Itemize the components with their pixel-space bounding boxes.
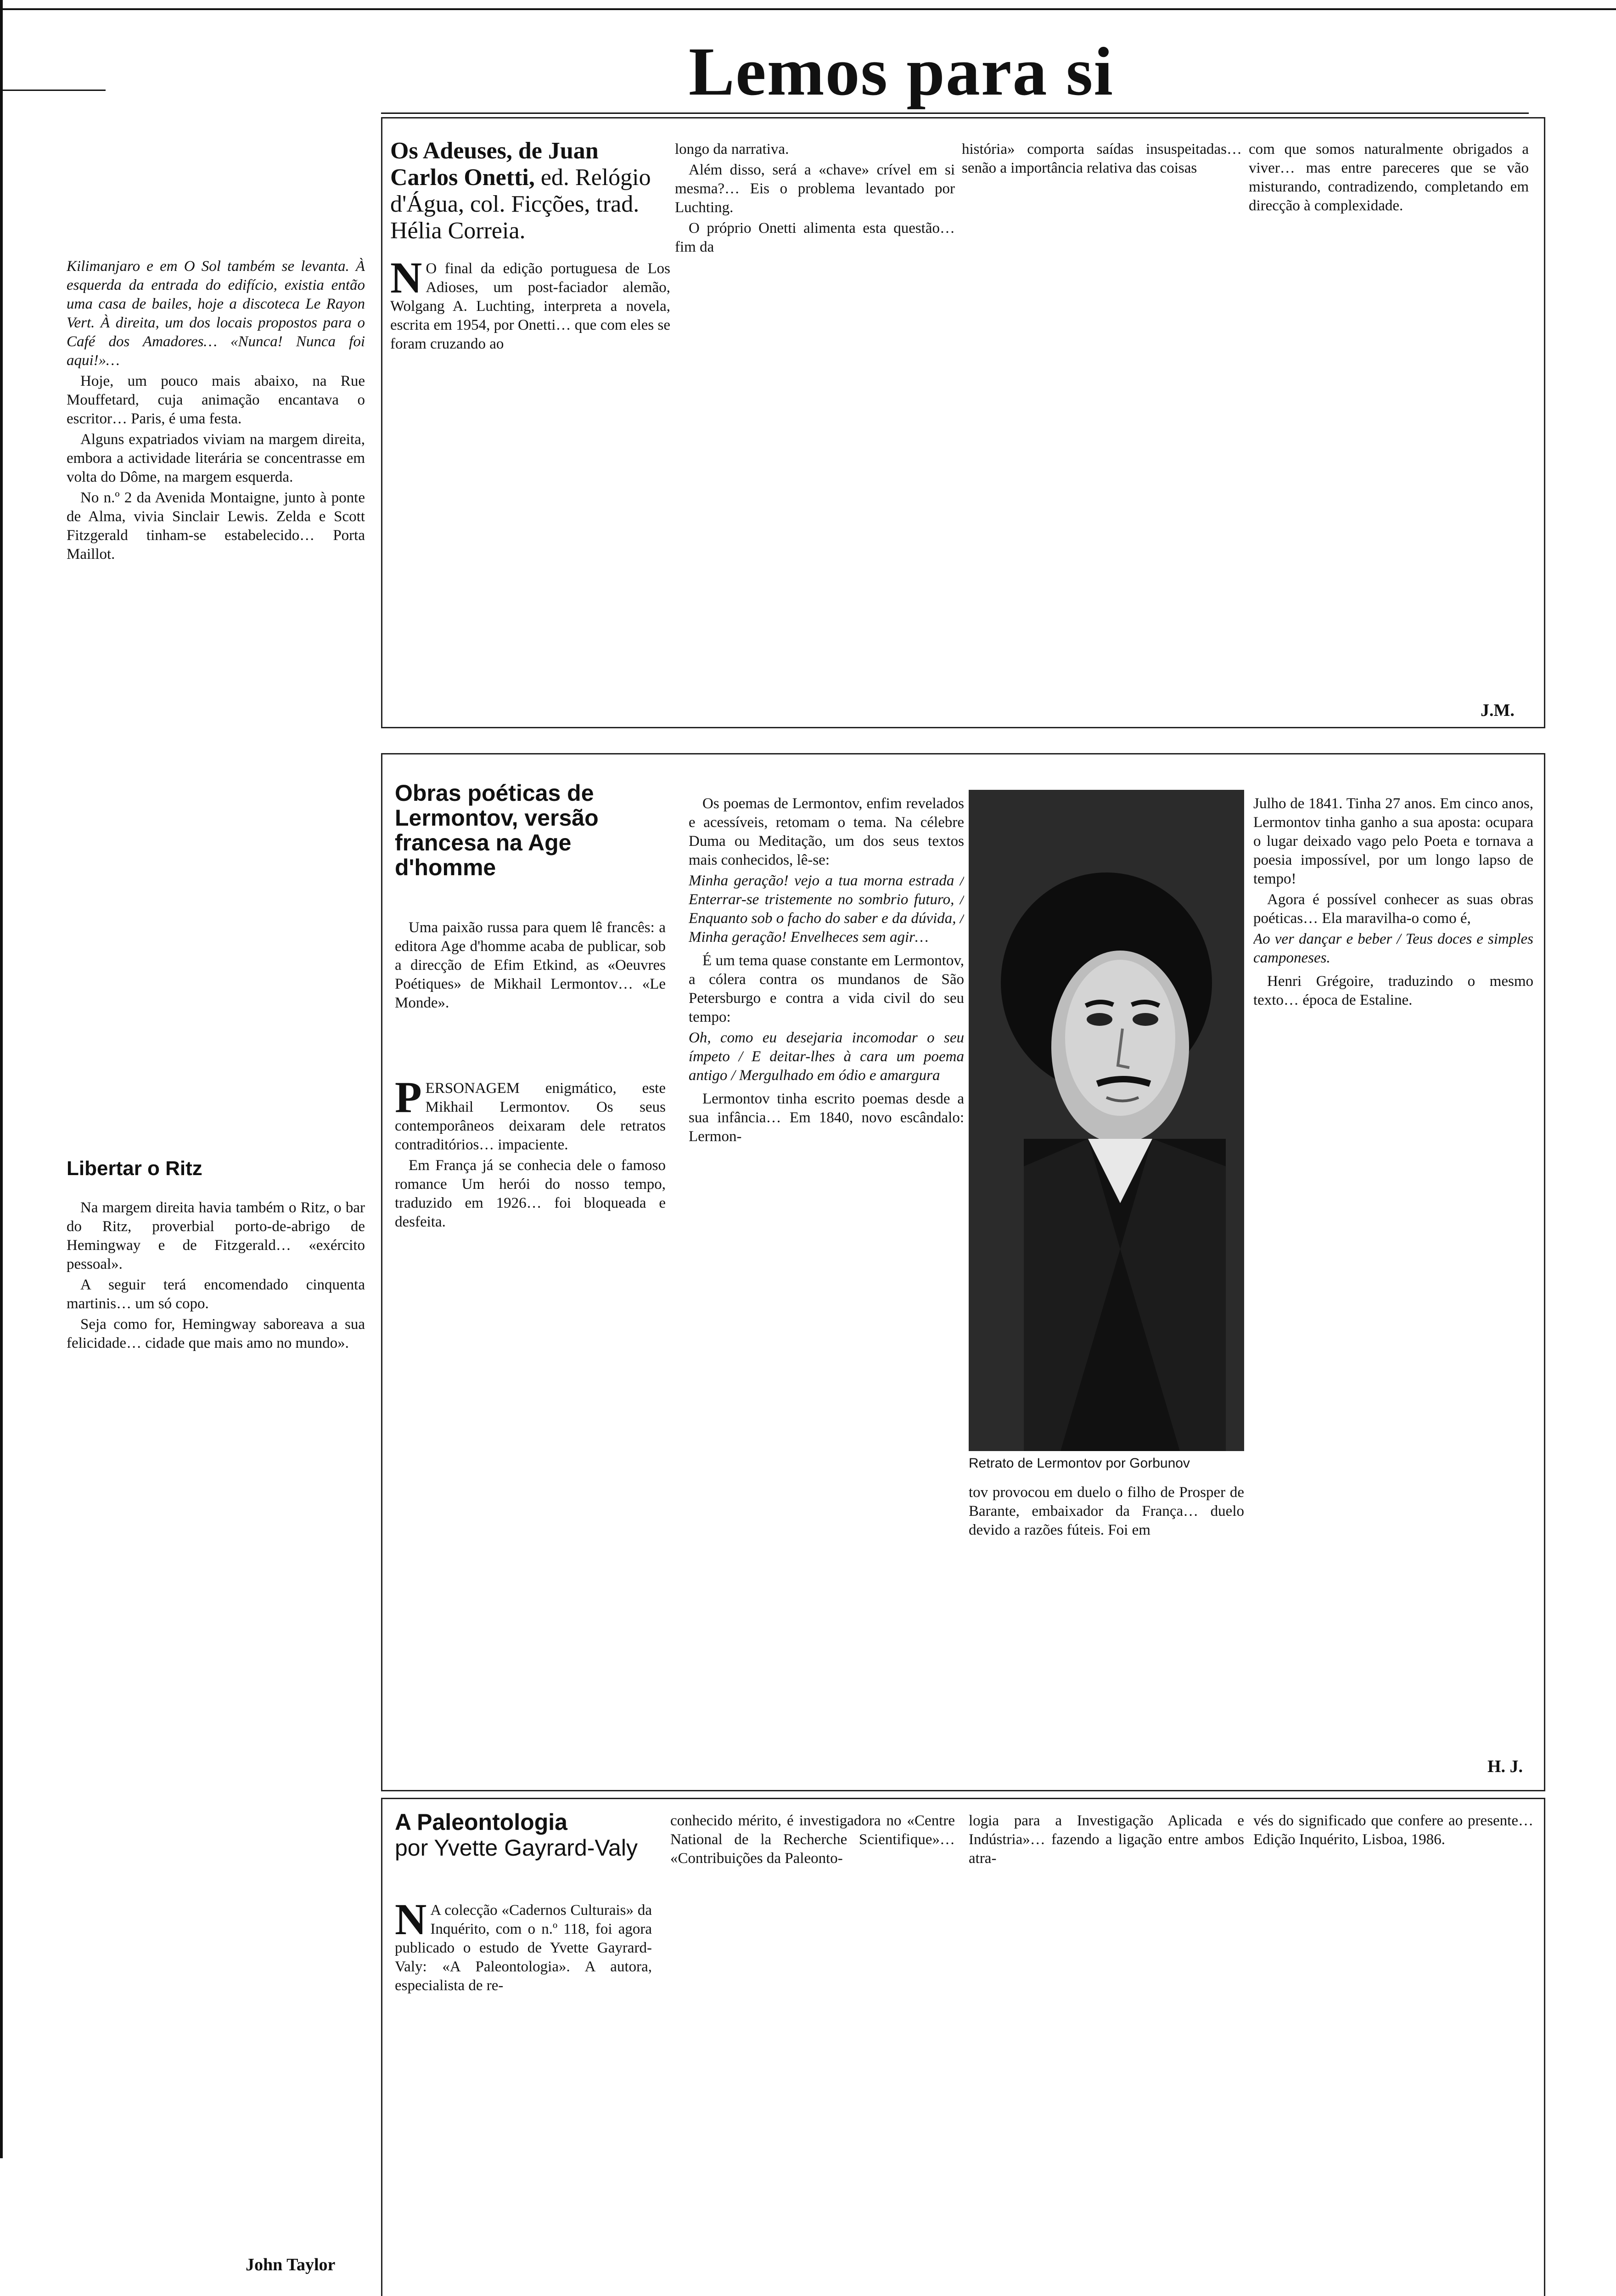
left-column-body: [67, 257, 365, 1150]
article3-col1: [395, 1901, 652, 2296]
article3-col3: [969, 1812, 1244, 2296]
left-paragraph: Hoje, um pouco mais abaixo, na Rue Mouffetard, cuja animação encantava o escritor… Paris, é uma festa.: [67, 373, 365, 427]
article2-paragraph: É um tema quase constante em Lermontov, a cólera contra os mundanos de São Petersburgo e contra a vida civil do seu tempo:: [689, 952, 964, 1025]
article2-poem: Ao ver dançar e beber / Teus doces e simples camponeses.: [1253, 931, 1533, 966]
article1-col1: [390, 259, 670, 714]
scan-edge-top: [0, 8, 1616, 10]
left-signature: John Taylor: [246, 2255, 336, 2274]
article2-paragraph: Julho de 1841. Tinha 27 anos. Em cinco anos, Lermontov tinha ganho a sua aposta: ocupara o lugar deixado vago pelo Poeta e tornava a poesia impossível, por um longo lapso de tempo!: [1253, 795, 1533, 887]
scan-edge-left: [0, 0, 3, 2158]
article1-paragraph: história» comporta saídas insuspeitadas… senão a importância relativa das coisas: [962, 141, 1242, 176]
article1-paragraph: longo da narrativa.: [675, 141, 789, 158]
article1-paragraph: Além disso, será a «chave» crível em si mesma?… Eis o problema levantado por Luchting.: [675, 162, 955, 216]
article1-col4: [1249, 140, 1529, 668]
article1-paragraph: O próprio Onetti alimenta esta questão… fim da: [675, 220, 955, 255]
article1-paragraph: com que somos naturalmente obrigados a viver… mas entre pareceres que se vão misturando, contradizendo, completando em direcção à complexidade.: [1249, 141, 1529, 214]
article2-signature: H. J.: [1487, 1757, 1523, 1776]
article2-paragraph: Agora é possível conhecer as suas obras poéticas… Ela maravilha-o como é,: [1253, 891, 1533, 927]
left-paragraph: Na margem direita havia também o Ritz, o bar do Ritz, proverbial porto-de-abrigo de Hemingway e de Fitzgerald… «exército pessoal».: [67, 1199, 365, 1272]
article3-col4: [1253, 1812, 1533, 2296]
article3-dropcap: N: [395, 1901, 427, 1944]
left-paragraph: Kilimanjaro e em O Sol também se levanta. À esquerda da entrada do edifício, existia então uma casa de bailes, hoje a discoteca Le Rayon Vert. À direita, um dos locais propostos para o Café dos Amadores… «Nunca! Nunca foi aqui!»…: [67, 258, 365, 369]
article2-paragraph: Henri Grégoire, traduzindo o mesmo texto… época de Estaline.: [1253, 973, 1533, 1008]
article1-headline: [390, 138, 670, 244]
left-column-top-rule: [0, 90, 106, 91]
article2-intro-text: Uma paixão russa para quem lê francês: a editora Age d'homme acaba de publicar, sob a direcção de Efim Etkind, as «Oeuvres Poétiques» de Mikhail Lermontov… «Le Monde».: [395, 919, 666, 1011]
article3-paragraph: logia para a Investigação Aplicada e Indústria»… fazendo a ligação entre ambos atra-: [969, 1812, 1244, 1867]
article2-intro: [395, 918, 666, 1093]
article1-signature: J.M.: [1481, 701, 1515, 720]
article2-poem: Minha geração! vejo a tua morna estrada / Enterrar-se tristemente no sombrio futuro, / Enquanto sob o facho do saber e da dúvida, / Minha geração! Envelheces sem agir…: [689, 872, 964, 945]
article2-paragraph: Os poemas de Lermontov, enfim revelados e acessíveis, retomam o tema. Na célebre Duma ou Meditação, um dos seus textos mais conhecidos, lê-se:: [689, 795, 964, 868]
article2-poem: Oh, como eu desejaria incomodar o seu ímpeto / E deitar-lhes à cara um poema antigo / Mergulhado em ódio e amargura: [689, 1030, 964, 1084]
article2-paragraph: Em França já se conhecia dele o famoso romance Um herói do nosso tempo, traduzido em 1926… foi bloqueada e desfeita.: [395, 1157, 666, 1230]
title-rule: [381, 113, 1529, 114]
article1-dropcap: N: [390, 259, 422, 302]
article3-title: A Paleontologia: [395, 1809, 567, 1835]
article1-col3: [962, 140, 1242, 714]
left-column-body2: [67, 1199, 365, 2232]
article3-headline: [395, 1809, 652, 1861]
article2-paragraph: ERSONAGEM enigmático, este Mikhail Lermontov. Os seus contemporâneos deixaram dele retratos contraditórios… impaciente.: [395, 1080, 666, 1153]
portrait-caption: Retrato de Lermontov por Gorbunov: [969, 1456, 1190, 1471]
article3-paragraph: conhecido mérito, é investigadora no «Centre National de la Recherche Scientifique»… «Contribuições da Paleonto-: [670, 1812, 955, 1867]
left-subhead: Libertar o Ritz: [67, 1157, 202, 1180]
article1-headline-rest: ed. Relógio d'Água, col. Ficções, trad. Hélia Correia.: [390, 164, 651, 244]
article1-headline-title: Os Adeuses, de Juan Carlos Onetti,: [390, 138, 599, 191]
article1-paragraph: O final da edição portuguesa de Los Adioses, um post-faciador alemão, Wolgang A. Luchting, interpreta a novela, escrita em 1954, por Onetti… que com eles se foram cruzando ao: [390, 260, 670, 352]
article3-paragraph: A colecção «Cadernos Culturais» da Inquérito, com o n.º 118, foi agora publicado o estudo de Yvette Gayrard-Valy: «A Paleontologia». A autora, especialista de re-: [395, 1902, 652, 1994]
article2-col4: [1253, 794, 1533, 1740]
article2-col1: [395, 1079, 666, 1777]
section-title: Lemos para si: [689, 34, 1114, 110]
article1-col2: [675, 140, 955, 714]
left-paragraph: A seguir terá encomendado cinquenta martinis… um só copo.: [67, 1277, 365, 1312]
article2-below-photo: [969, 1483, 1244, 1777]
article2-dropcap: P: [395, 1079, 422, 1122]
article3-paragraph: vés do significado que confere ao presente… Edição Inquérito, Lisboa, 1986.: [1253, 1812, 1533, 1848]
portrait-photo: [969, 790, 1244, 1451]
left-paragraph: Seja como for, Hemingway saboreava a sua felicidade… cidade que mais amo no mundo».: [67, 1316, 365, 1351]
article2-headline: Obras poéticas de Lermontov, versão francesa na Age d'homme: [395, 780, 599, 880]
article2-col2: [689, 794, 964, 1777]
article3-author: por Yvette Gayrard-Valy: [395, 1835, 638, 1861]
article3-col2: [670, 1812, 955, 2296]
article2-paragraph: Lermontov tinha escrito poemas desde a sua infância… Em 1840, novo escândalo: Lermon-: [689, 1091, 964, 1145]
article2-paragraph: tov provocou em duelo o filho de Prosper de Barante, embaixador da França… duelo devido a razões fúteis. Foi em: [969, 1484, 1244, 1538]
portrait-illustration: [969, 790, 1244, 1451]
left-paragraph: No n.º 2 da Avenida Montaigne, junto à ponte de Alma, vivia Sinclair Lewis. Zelda e Scott Fitzgerald tinham-se estabelecido… Porta Maillot.: [67, 490, 365, 563]
left-paragraph: Alguns expatriados viviam na margem direita, embora a actividade literária se concentrasse em volta do Dôme, na margem esquerda.: [67, 431, 365, 485]
